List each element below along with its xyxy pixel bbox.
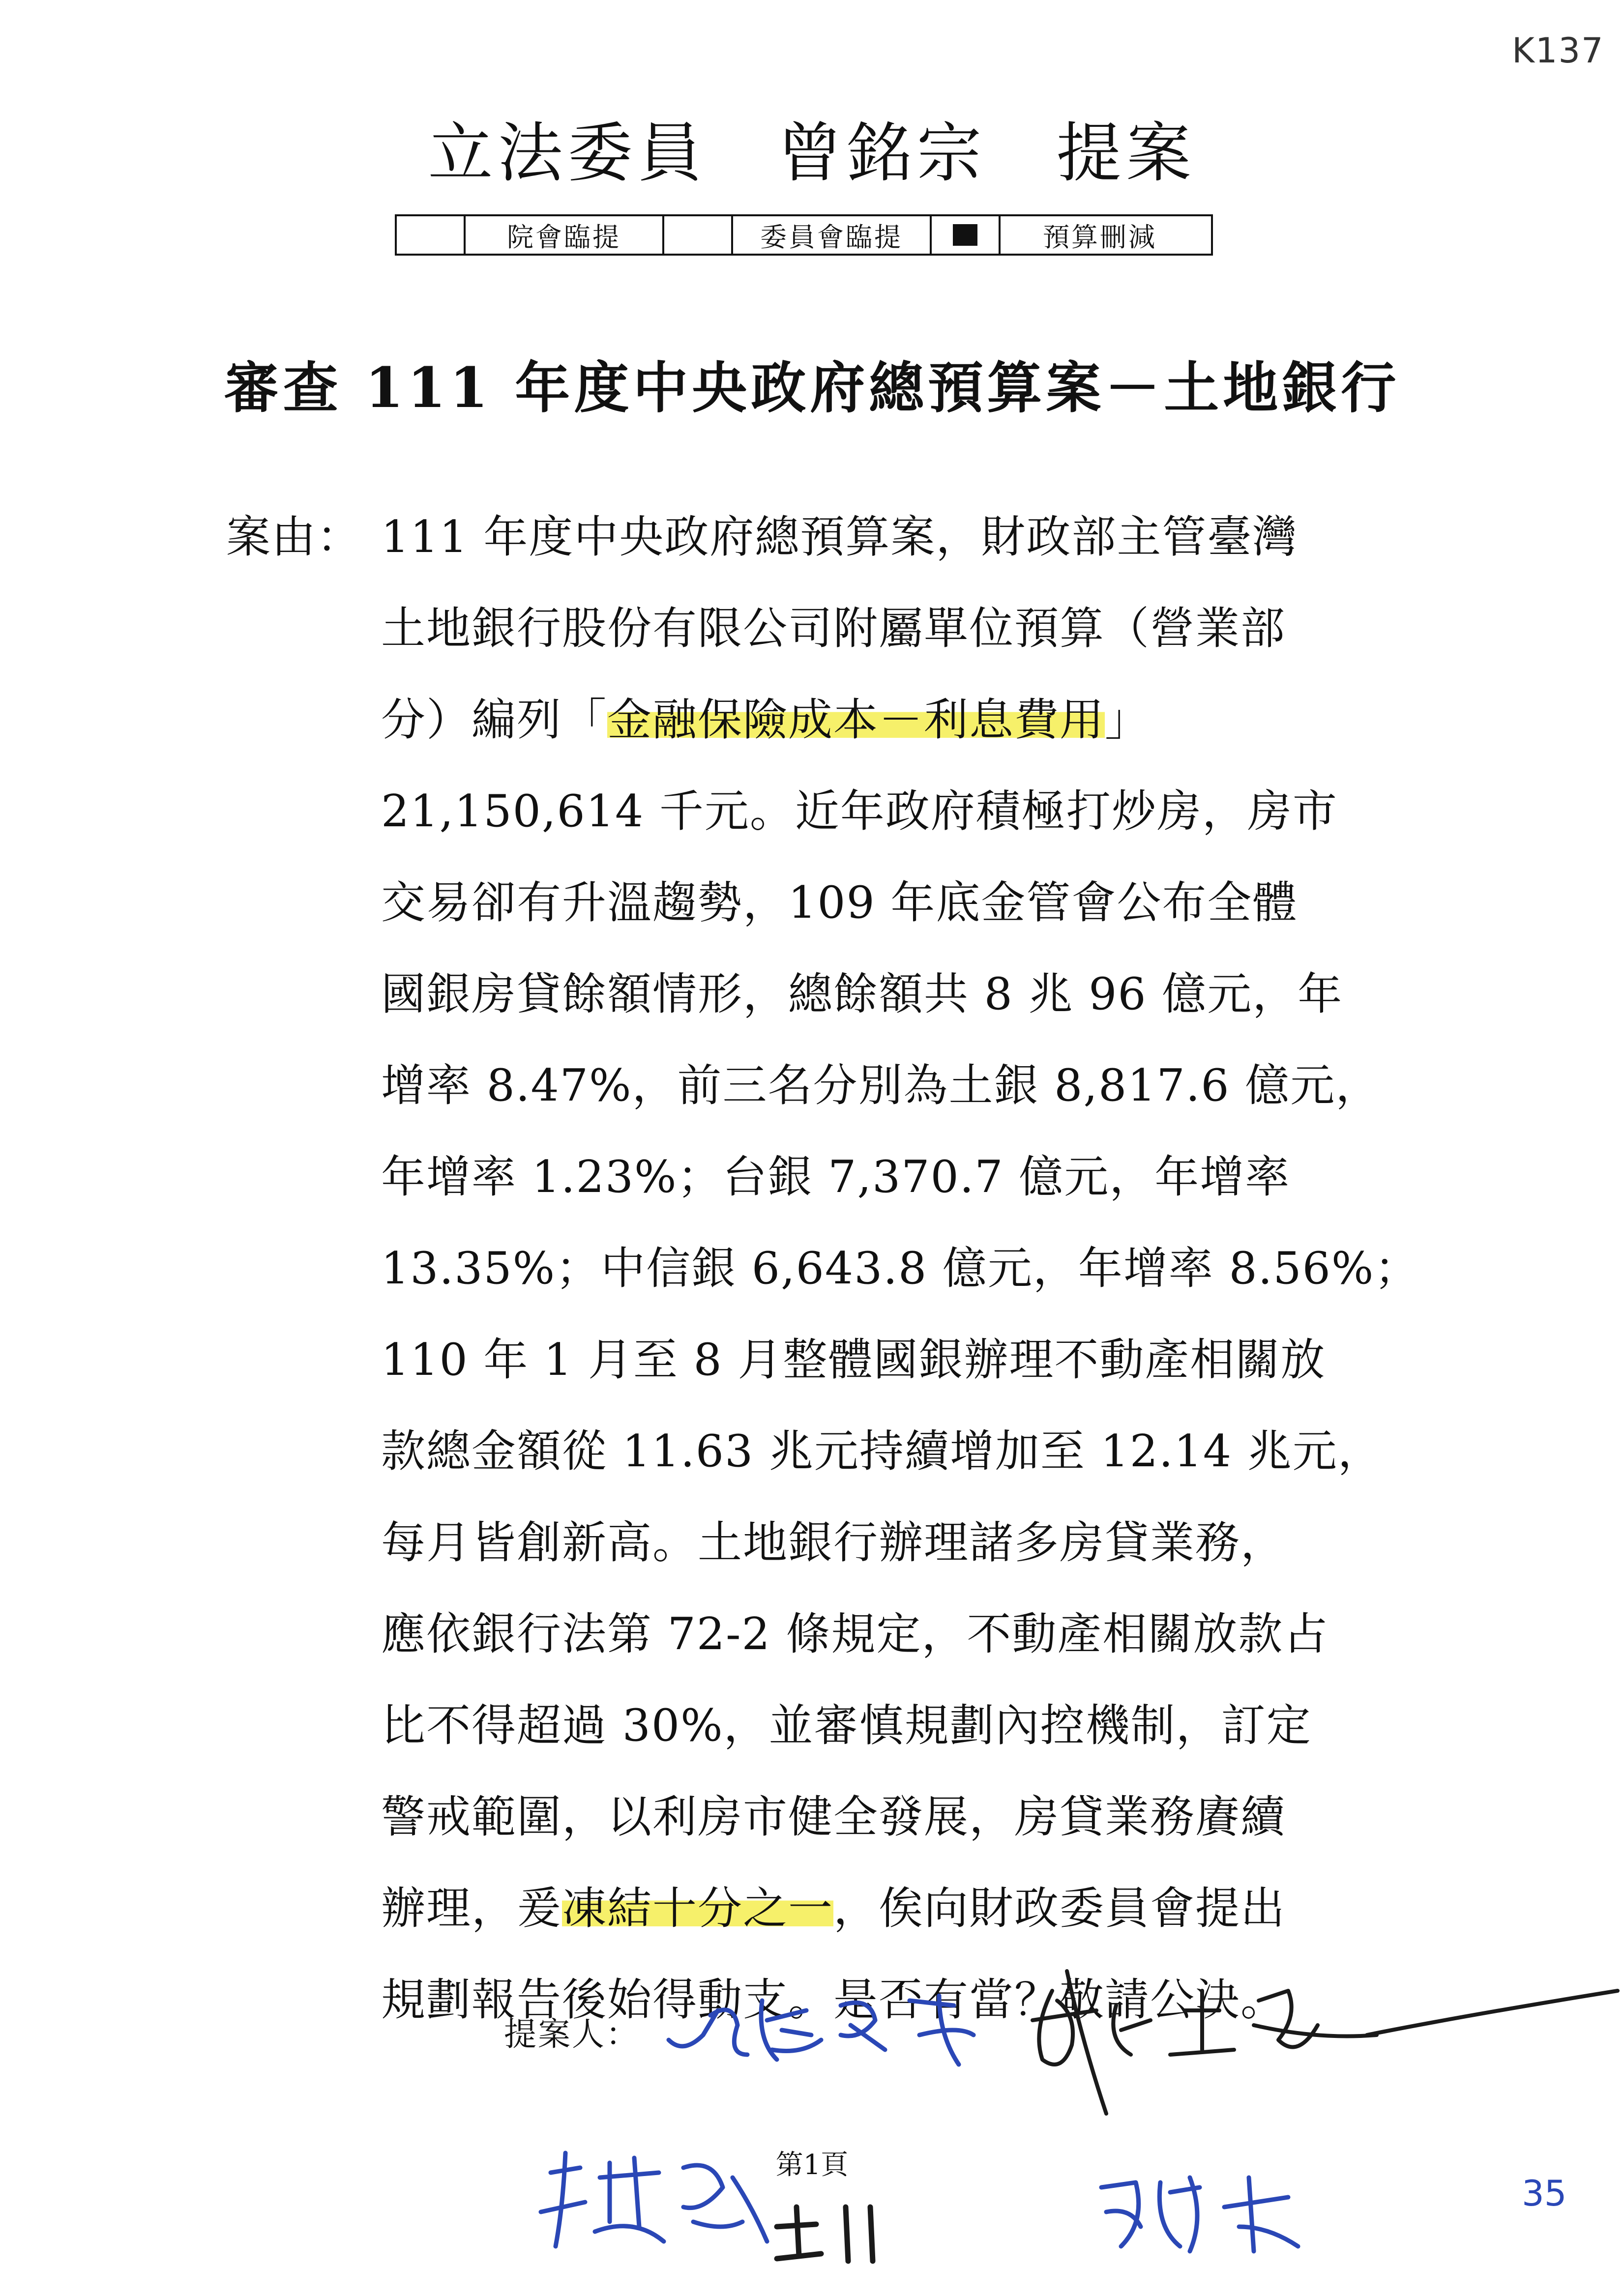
highlighted-text: 凍結十分之一 <box>562 1883 833 1934</box>
case-line <box>381 583 1414 674</box>
proposal-type-table <box>395 214 1213 256</box>
case-line <box>381 766 1414 857</box>
case-line <box>381 1863 1414 1954</box>
line-text: 比不得超過 30%，並審慎規劃內控機制，訂定 <box>381 1700 1312 1751</box>
proposer-label: 提案人： <box>504 2015 640 2053</box>
page-count-mark: 35 <box>1522 2173 1567 2214</box>
case-line <box>381 1040 1414 1132</box>
line-text: 21,150,614 千元。近年政府積極打炒房，房市 <box>381 785 1338 837</box>
line-text: 每月皆創新高。土地銀行辦理諸多房貸業務， <box>381 1517 1286 1569</box>
case-line <box>381 949 1414 1040</box>
case-line <box>381 1497 1414 1589</box>
line-text: 111 年度中央政府總預算案，財政部主管臺灣 <box>381 511 1298 563</box>
line-text: 年增率 1.23%；台銀 7,370.7 億元，年增率 <box>381 1151 1291 1203</box>
checked-square-icon <box>953 224 977 246</box>
line-text: 應依銀行法第 72-2 條規定，不動產相關放款占 <box>381 1608 1329 1660</box>
signature-proposer-1 <box>664 1981 978 2079</box>
case-line <box>381 1223 1420 1314</box>
option-committee-label: 委員會臨提 <box>733 216 932 254</box>
line-text: 規劃報告後始得動支。是否有當？敬請公決。 <box>381 1974 1286 2026</box>
line-text: 辦理，爰 <box>381 1883 562 1934</box>
line-text: 國銀房貸餘額情形，總餘額共 8 兆 96 億元，年 <box>381 968 1343 1020</box>
case-line <box>381 1772 1414 1863</box>
option-budget-cut-label: 預算刪減 <box>1043 221 1157 253</box>
checkbox-budget-cut[interactable] <box>932 216 1001 254</box>
case-line <box>381 1589 1414 1680</box>
signature-proposer-2 <box>1023 1961 1623 2123</box>
case-label: 案由： <box>226 511 362 563</box>
line-text: 」 <box>1105 694 1150 746</box>
checkbox-plenary[interactable] <box>397 216 466 254</box>
line-text: 交易卻有升溫趨勢，109 年底金管會公布全體 <box>381 877 1298 929</box>
corner-reference-mark: K137 <box>1512 30 1604 71</box>
case-line <box>381 857 1414 949</box>
case-line <box>381 1132 1414 1223</box>
line-text: 增率 8.47%，前三名分別為土銀 8,817.6 億元， <box>381 1060 1381 1111</box>
case-line <box>381 1680 1414 1772</box>
case-line <box>381 1406 1414 1497</box>
line-text: 110 年 1 月至 8 月整體國銀辦理不動產相關放 <box>381 1334 1326 1386</box>
line-text: 警戒範圍，以利房市健全發展，房貸業務賡續 <box>381 1791 1286 1843</box>
line-text: 13.35%；中信銀 6,643.8 億元，年增率 8.56%； <box>381 1243 1420 1294</box>
line-text: 分）編列「 <box>381 694 607 746</box>
page-number: 第1頁 <box>775 2149 849 2181</box>
document-title: 審查 111 年度中央政府總預算案－土地銀行 <box>224 356 1400 420</box>
case-line <box>381 1314 1414 1406</box>
line-text: 土地銀行股份有限公司附屬單位預算（營業部 <box>381 603 1286 654</box>
signature-proposer-4 <box>772 2197 900 2266</box>
case-line <box>381 674 1414 766</box>
option-plenary-label: 院會臨提 <box>466 216 664 254</box>
line-text: 款總金額從 11.63 兆元持續增加至 12.14 兆元， <box>381 1425 1383 1477</box>
line-text: ，俟向財政委員會提出 <box>833 1883 1286 1934</box>
case-body <box>381 492 1420 2046</box>
checkbox-committee[interactable] <box>664 216 733 254</box>
header-title: 立法委員 曾銘宗 提案 <box>428 116 1196 191</box>
highlighted-text: 金融保險成本－利息費用 <box>607 694 1105 746</box>
case-line <box>381 492 1414 583</box>
